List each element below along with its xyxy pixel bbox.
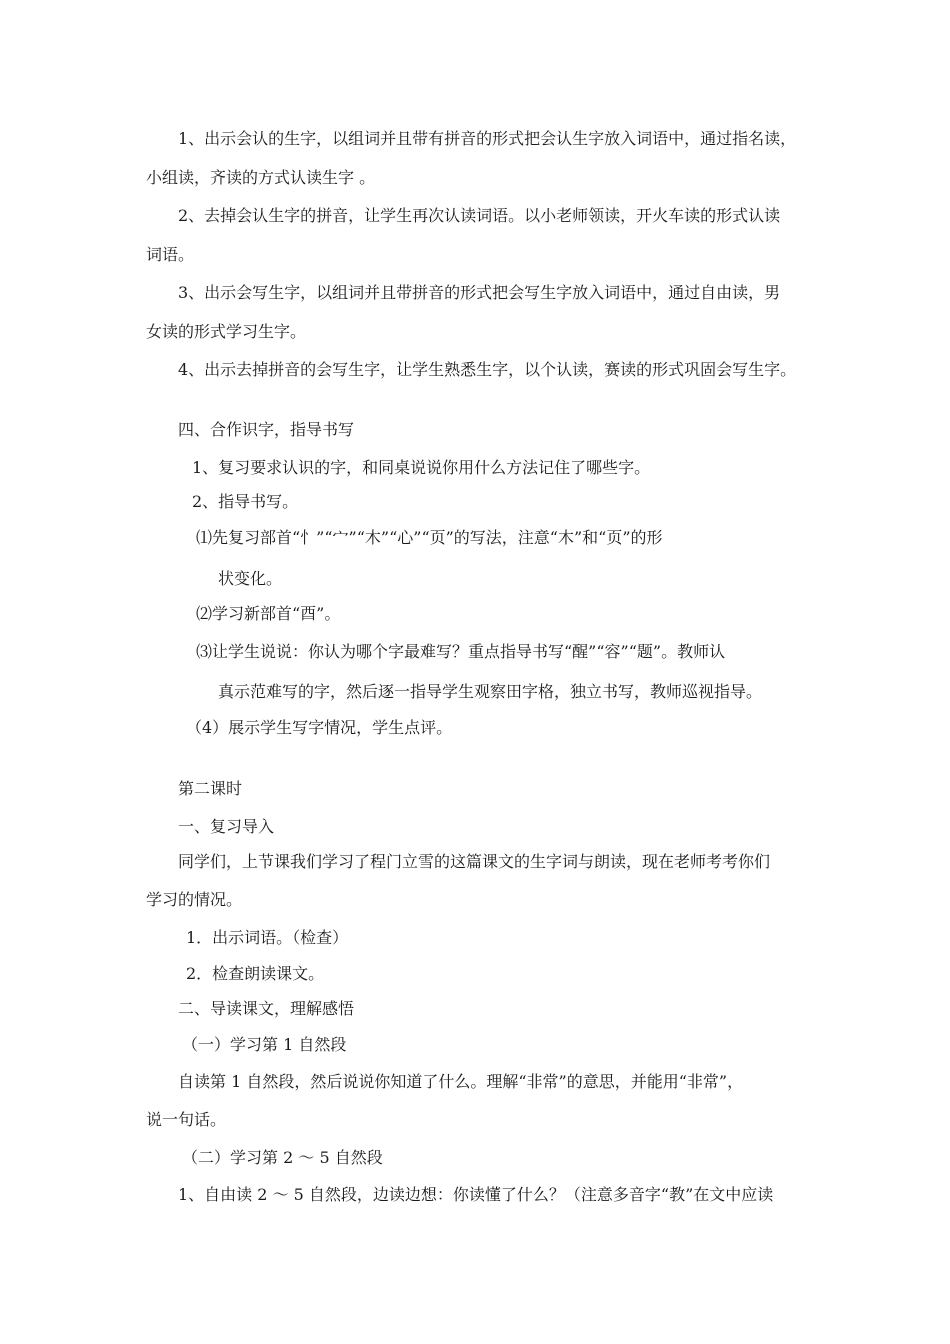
- text-line: 1、出示会认的生字，以组词并且带有拼音的形式把会认生字放入词语中，通过指名读，: [178, 129, 797, 148]
- text-line: 女读的形式学习生字。: [146, 322, 307, 341]
- text-line: ⑶让学生说说：你认为哪个字最难写？重点指导书写“醒”“容”“题”。教师认: [196, 642, 726, 661]
- text-line: 1、自由读 2 ～ 5 自然段，边读边想：你读懂了什么？（注意多音字“教”在文中应读: [178, 1185, 774, 1204]
- text-line: 词语。: [146, 245, 195, 264]
- text-line: 1、复习要求认识的字，和同桌说说你用什么方法记住了哪些字。: [192, 458, 651, 477]
- text-line: 4、出示去掉拼音的会写生字，让学生熟悉生字，以个认读，赛读的形式巩固会写生字。: [178, 360, 797, 379]
- subsection-heading: （二）学习第 2 ～ 5 自然段: [182, 1148, 383, 1167]
- section-heading: 二、导读课文，理解感悟: [178, 999, 355, 1018]
- text-line: 自读第 1 自然段，然后说说你知道了什么。理解“非常”的意思，并能用“非常”，: [178, 1072, 744, 1091]
- text-line: 2、去掉会认生字的拼音，让学生再次认读词语。以小老师领读，开火车读的形式认读: [178, 206, 781, 225]
- subsection-heading: （一）学习第 1 自然段: [182, 1035, 347, 1054]
- text-line: 说一句话。: [146, 1110, 227, 1129]
- text-line: 小组读，齐读的方式认读生字 。: [146, 168, 376, 187]
- text-line: 3、出示会写生字，以组词并且带拼音的形式把会写生字放入词语中，通过自由读，男: [178, 283, 781, 302]
- text-line: 状变化。: [218, 569, 283, 588]
- text-line: （4）展示学生写字情况，学生点评。: [186, 718, 453, 737]
- text-line: ⑴先复习部首“忄”“宀”“木”“心”“页”的写法，注意“木”和“页”的形: [196, 528, 663, 547]
- text-line: 学习的情况。: [146, 890, 243, 909]
- text-line: 1．出示词语。（检查）: [186, 928, 349, 947]
- text-line: 2．检查朗读课文。: [186, 964, 325, 983]
- section-heading: 一、复习导入: [178, 817, 275, 836]
- lesson-heading: 第二课时: [178, 779, 243, 798]
- text-line: ⑵学习新部首“酉”。: [196, 604, 341, 623]
- text-line: 2、指导书写。: [192, 492, 299, 511]
- section-heading: 四、合作识字，指导书写: [178, 420, 355, 439]
- text-line: 真示范难写的字，然后逐一指导学生观察田字格，独立书写，教师巡视指导。: [218, 682, 763, 701]
- text-line: 同学们，上节课我们学习了程门立雪的这篇课文的生字词与朗读，现在老师考考你们: [178, 852, 771, 871]
